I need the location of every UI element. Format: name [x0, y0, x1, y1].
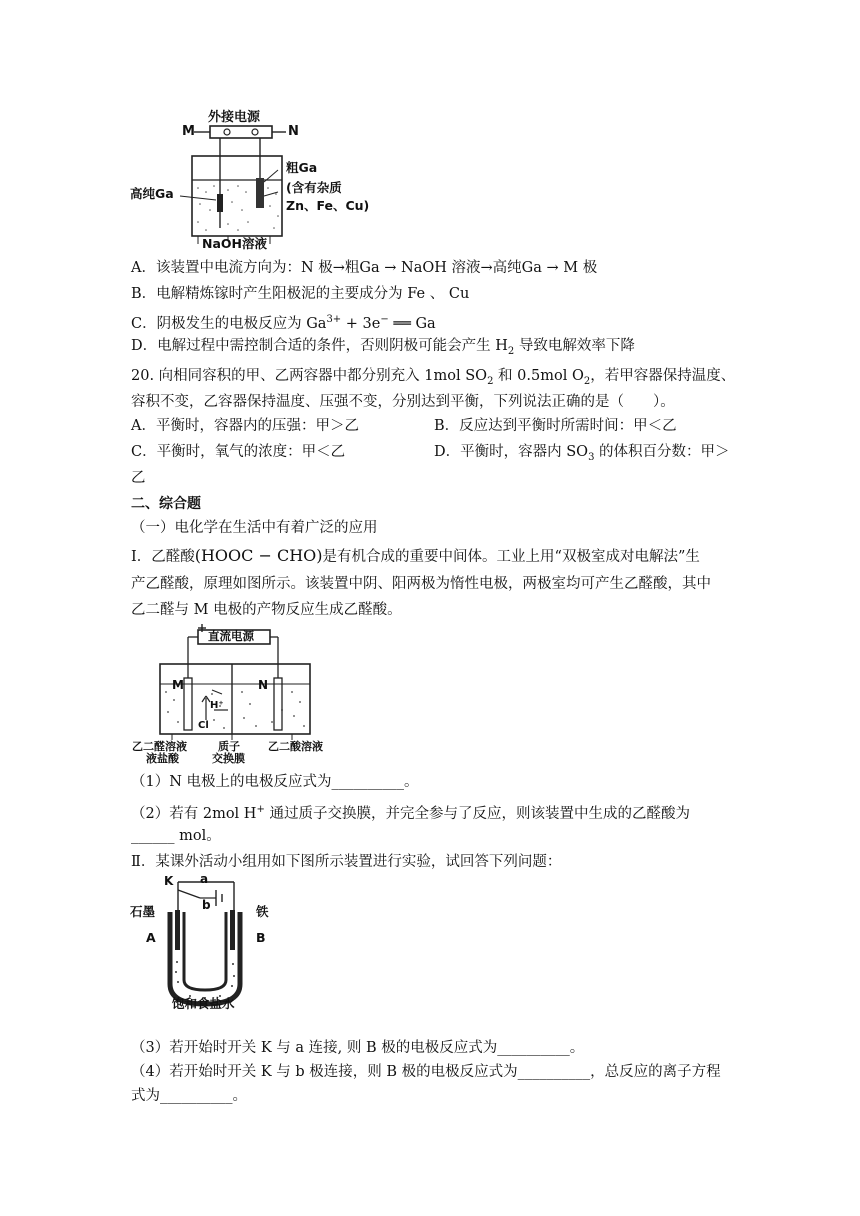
q20-option-b: B．反应达到平衡时所需时间：甲＜乙: [434, 418, 677, 434]
question-4-line-1: （4）若开始时开关 K 与 b 极连接，则 B 极的电极反应式为__________，总反应的离子方程: [131, 1064, 721, 1080]
fig1-right-electrode-3: Zn、Fe、Cu): [286, 198, 370, 213]
fig3-left-label: 石墨: [130, 904, 156, 919]
fig1-right-electrode-2: (含有杂质: [286, 180, 342, 195]
fig1-solution: NaOH溶液: [202, 236, 267, 251]
q20-option-a: A．平衡时，容器内的压强：甲＞乙: [131, 418, 359, 434]
fig3-left-letter: A: [146, 930, 156, 945]
fig3-right-label: 铁: [256, 904, 269, 919]
question-1: （1）N 电极上的电极反应式为__________。: [131, 774, 419, 790]
q19-option-b: B．电解精炼镓时产生阳极泥的主要成分为 Fe 、 Cu: [131, 286, 470, 302]
q20-option-c: C．平衡时，氧气的浓度：甲＜乙: [131, 444, 346, 460]
q20-stem-line-2: 容积不变，乙容器保持温度、压强不变，分别达到平衡，下列说法正确的是（ ）。: [131, 394, 675, 410]
fig1-right-electrode-1: 粗Ga: [286, 160, 318, 175]
fig2-left-label-2: 液盐酸: [146, 752, 179, 765]
fig2-mid-label-1: 质子: [218, 740, 240, 753]
q20-option-d: D．平衡时，容器内 $SO_3$ 的体积百分数：甲＞: [434, 444, 730, 463]
fig3-solution: 饱和食盐水: [172, 996, 235, 1011]
section-subtitle-1: （一）电化学在生活中有着广泛的应用: [131, 520, 378, 536]
fig1-m-label: M: [182, 124, 195, 139]
fig2-power-label: 直流电源: [208, 629, 254, 643]
fig2-right-label: 乙二酸溶液: [268, 740, 323, 753]
fig1-n-label: N: [288, 124, 299, 139]
fig2-m-label: M: [172, 678, 184, 692]
q19-option-a: A．该装置中电流方向为：N 极→粗Ga → NaOH 溶液→高纯Ga → M 极: [131, 260, 598, 276]
u-tube-figure: [130, 872, 280, 1012]
q19-option-c: C．阴极发生的电极反应为 $Ga^{3+} + 3e^-$ ══ Ga: [131, 314, 436, 332]
paragraph-line-2: 产乙醛酸，原理如图所示。该装置中阴、阳两极为惰性电极，两极室均可产生乙醛酸，其中: [131, 576, 711, 592]
fig2-mid-label-2: 交换膜: [212, 752, 245, 765]
question-3: （3）若开始时开关 K 与 a 连接, 则 B 极的电极反应式为__________。: [131, 1040, 585, 1056]
fig2-left-label-1: 乙二醛溶液: [132, 740, 187, 753]
fig3-a-label: a: [200, 872, 209, 886]
q19-option-d: D．电解过程中需控制合适的条件，否则阴极可能会产生 $H_2$ 导致电解效率下降: [131, 338, 635, 357]
paragraph-line-3: 乙二醛与 M 电极的产物反应生成乙醛酸。: [131, 602, 402, 618]
section-title: 二、综合题: [131, 496, 201, 512]
question-2-line-2: ______ mol。: [131, 828, 221, 844]
fig3-k-label: K: [164, 874, 174, 888]
fig2-n-label: N: [258, 678, 269, 692]
fig2-cl-label: Cl: [198, 720, 209, 731]
subsection-2: Ⅱ．某课外活动小组用如下图所示装置进行实验，试回答下列问题：: [131, 854, 562, 870]
q20-option-d-wrap: 乙: [131, 470, 146, 486]
electrolysis-figure-2: [132, 620, 332, 765]
fig3-right-letter: B: [256, 930, 266, 945]
paragraph-line-1: Ⅰ．乙醛酸(HOOC − CHO)是有机合成的重要中间体。工业上用“双极室成对电解法”生: [131, 546, 700, 565]
fig1-left-electrode: 高纯Ga: [130, 186, 174, 201]
fig1-power-label: 外接电源: [208, 110, 261, 125]
electrolysis-figure-1: [128, 100, 388, 252]
fig2-h-label: H⁺: [210, 700, 224, 711]
q20-stem-line-1: 20. 向相同容积的甲、乙两容器中都分别充入 1mol $SO_2$ 和 0.5mol $O_2$，若甲容器保持温度、: [131, 368, 736, 387]
question-2-line-1: （2）若有 2mol H+ 通过质子交换膜，并完全参与了反应，则该装置中生成的乙醛酸为: [131, 804, 690, 822]
question-4-line-2: 式为__________。: [131, 1088, 247, 1104]
fig3-b-label: b: [202, 898, 211, 912]
